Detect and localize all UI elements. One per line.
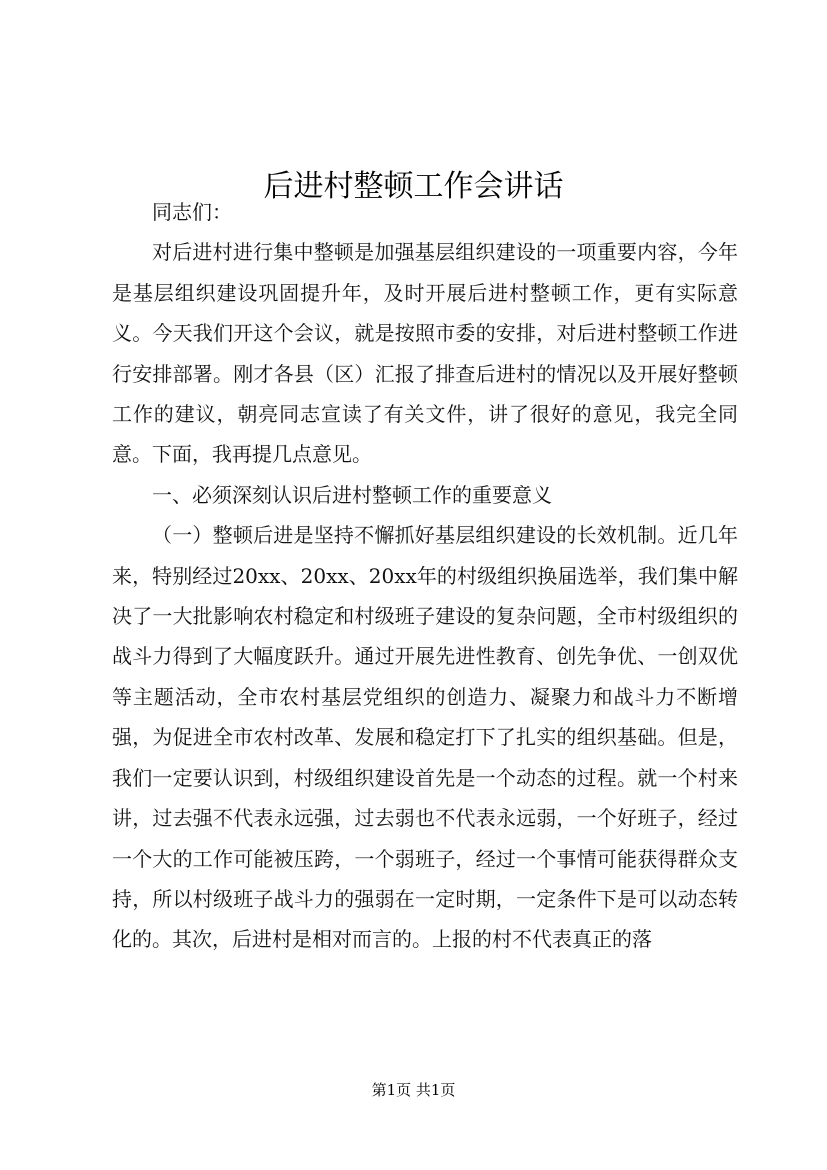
salutation: 同志们： [152, 200, 232, 224]
document-title: 后进村整顿工作会讲话 [263, 169, 564, 205]
section-heading: 一、必须深刻认识后进村整顿工作的重要意义 [152, 482, 552, 507]
paragraph-intro: 对后进村进行集中整顿是加强基层组织建设的一项重要内容，今年是基层组织建设巩固提升年，及时开展后进村整顿工作，更有实际意义。今天我们开这个会议，就是按照市委的安排，对后进村整顿工作进行安排部署。刚才各县（区）汇报了排查后进村的情况以及开展好整顿工作的建议，朝亮同志宣读了有关文件，讲了很好的意见，我完全同意。下面，我再提几点意见。 [112, 240, 738, 467]
paragraph-subsection-1: （一）整顿后进是坚持不懈抓好基层组织建设的长效机制。近几年来，特别经过20xx、20xx、20xx年的村级组织换届选举，我们集中解决了一大批影响农村稳定和村级班子建设的复杂问题，全市村级组织的战斗力得到了大幅度跃升。通过开展先进性教育、创先争优、一创双优等主题活动，全市农村基层党组织的创造力、凝聚力和战斗力不断增强，为促进全市农村改革、发展和稳定打下了扎实的组织基础。但是，我们一定要认识到，村级组织建设首先是一个动态的过程。就一个村来讲，过去强不代表永远强，过去弱也不代表永远弱，一个好班子，经过一个大的工作可能被压跨，一个弱班子，经过一个事情可能获得群众支持，所以村级班子战斗力的强弱在一定时期，一定条件下是可以动态转化的。其次，后进村是相对而言的。上报的村不代表真正的落 [112, 523, 738, 952]
document-body [112, 192, 738, 960]
page-footer: 第1页 共1页 [371, 1081, 456, 1099]
